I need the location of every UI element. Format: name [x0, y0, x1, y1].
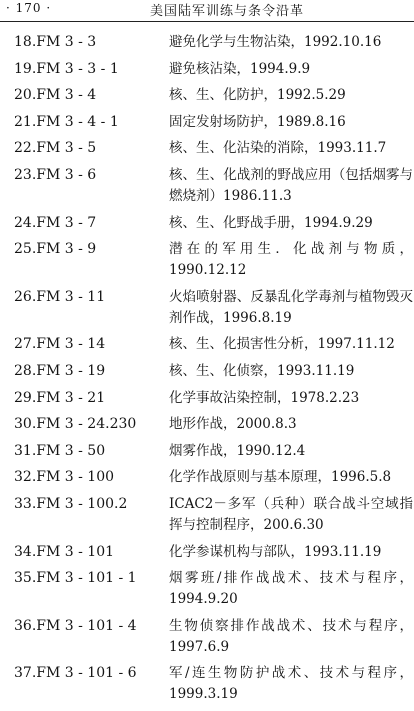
list-item [0, 467, 414, 488]
manual-code: 31.FM 3 - 50 [14, 442, 106, 459]
manual-title: 烟雾班/排作战战术、技术与程序，1994.9.20 [169, 570, 413, 608]
manual-list [0, 32, 414, 711]
manual-code: 33.FM 3 - 100.2 [14, 495, 128, 512]
list-item [0, 138, 414, 159]
manual-code: 35.FM 3 - 101 - 1 [14, 570, 137, 587]
manual-title: 潜在的军用生．化战剂与物质，1990.12.12 [169, 241, 413, 279]
list-item [0, 32, 414, 53]
manual-code: 24.FM 3 - 7 [14, 214, 97, 231]
list-item [0, 663, 414, 705]
manual-title: 核、生、化侦察，1993.11.19 [169, 362, 355, 379]
manual-code: 32.FM 3 - 100 [14, 469, 115, 486]
list-item [0, 213, 414, 234]
list-item [0, 568, 414, 610]
manual-title: ICAC2－多军（兵种）联合战斗空域指挥与控制程序，200.6.30 [169, 495, 413, 533]
manual-title: 核、生、化防护，1992.5.29 [169, 87, 346, 104]
list-item [0, 112, 414, 133]
list-item [0, 59, 414, 80]
list-item [0, 287, 414, 329]
page-header [0, 0, 414, 26]
manual-code: 29.FM 3 - 21 [14, 389, 106, 406]
manual-code: 30.FM 3 - 24.230 [14, 416, 137, 433]
list-item [0, 542, 414, 563]
list-item [0, 414, 414, 435]
manual-code: 34.FM 3 - 101 [14, 543, 115, 560]
manual-title: 火焰喷射器、反暴乱化学毒剂与植物毁灭剂作战，1996.8.19 [169, 288, 413, 326]
manual-title: 避免化学与生物沾染，1992.10.16 [169, 34, 382, 50]
manual-title: 地形作战，2000.8.3 [169, 416, 297, 433]
manual-code: 37.FM 3 - 101 - 6 [14, 665, 137, 682]
manual-code: 21.FM 3 - 4 - 1 [14, 113, 119, 130]
list-item [0, 239, 414, 281]
page-number: · 170 · [6, 1, 52, 15]
manual-title: 避免核沾染，1994.9.9 [169, 60, 311, 77]
list-item [0, 334, 414, 355]
list-item [0, 85, 414, 106]
manual-title: 核、生、化损害性分析，1997.11.12 [169, 336, 395, 353]
manual-code: 28.FM 3 - 19 [14, 362, 106, 379]
list-item [0, 361, 414, 382]
running-title: 美国陆军训练与条令沿革 [150, 4, 305, 19]
manual-code: 20.FM 3 - 4 [14, 87, 97, 104]
manual-code: 19.FM 3 - 3 - 1 [14, 60, 119, 77]
manual-title: 生物侦察排作战战术、技术与程序，1997.6.9 [169, 617, 413, 655]
list-item [0, 441, 414, 462]
manual-title: 固定发射场防护，1989.8.16 [169, 113, 346, 130]
manual-title: 核、生、化战剂的野战应用（包括烟雾与燃烧剂）1986.11.3 [169, 166, 413, 204]
manual-title: 化学参谋机构与部队，1993.11.19 [169, 543, 382, 560]
header-rule [0, 21, 414, 22]
manual-code: 36.FM 3 - 101 - 4 [14, 617, 137, 634]
manual-title: 烟雾作战，1990.12.4 [169, 442, 306, 459]
manual-title: 核、生、化野战手册，1994.9.29 [169, 214, 373, 231]
manual-title: 军/连生物防护战术、技术与程序，1999.3.19 [169, 665, 413, 703]
manual-code: 25.FM 3 - 9 [14, 241, 97, 258]
manual-title: 核、生、化沾染的消除，1993.11.7 [169, 140, 387, 157]
manual-code: 18.FM 3 - 3 [14, 34, 97, 50]
manual-title: 化学事故沾染控制，1978.2.23 [169, 389, 360, 406]
manual-code: 22.FM 3 - 5 [14, 140, 97, 157]
list-item [0, 165, 414, 207]
list-item [0, 388, 414, 409]
list-item [0, 494, 414, 536]
manual-code: 27.FM 3 - 14 [14, 336, 106, 353]
manual-code: 23.FM 3 - 6 [14, 166, 97, 183]
manual-title: 化学作战原则与基本原理，1996.5.8 [169, 469, 392, 486]
manual-code: 26.FM 3 - 11 [14, 288, 106, 305]
